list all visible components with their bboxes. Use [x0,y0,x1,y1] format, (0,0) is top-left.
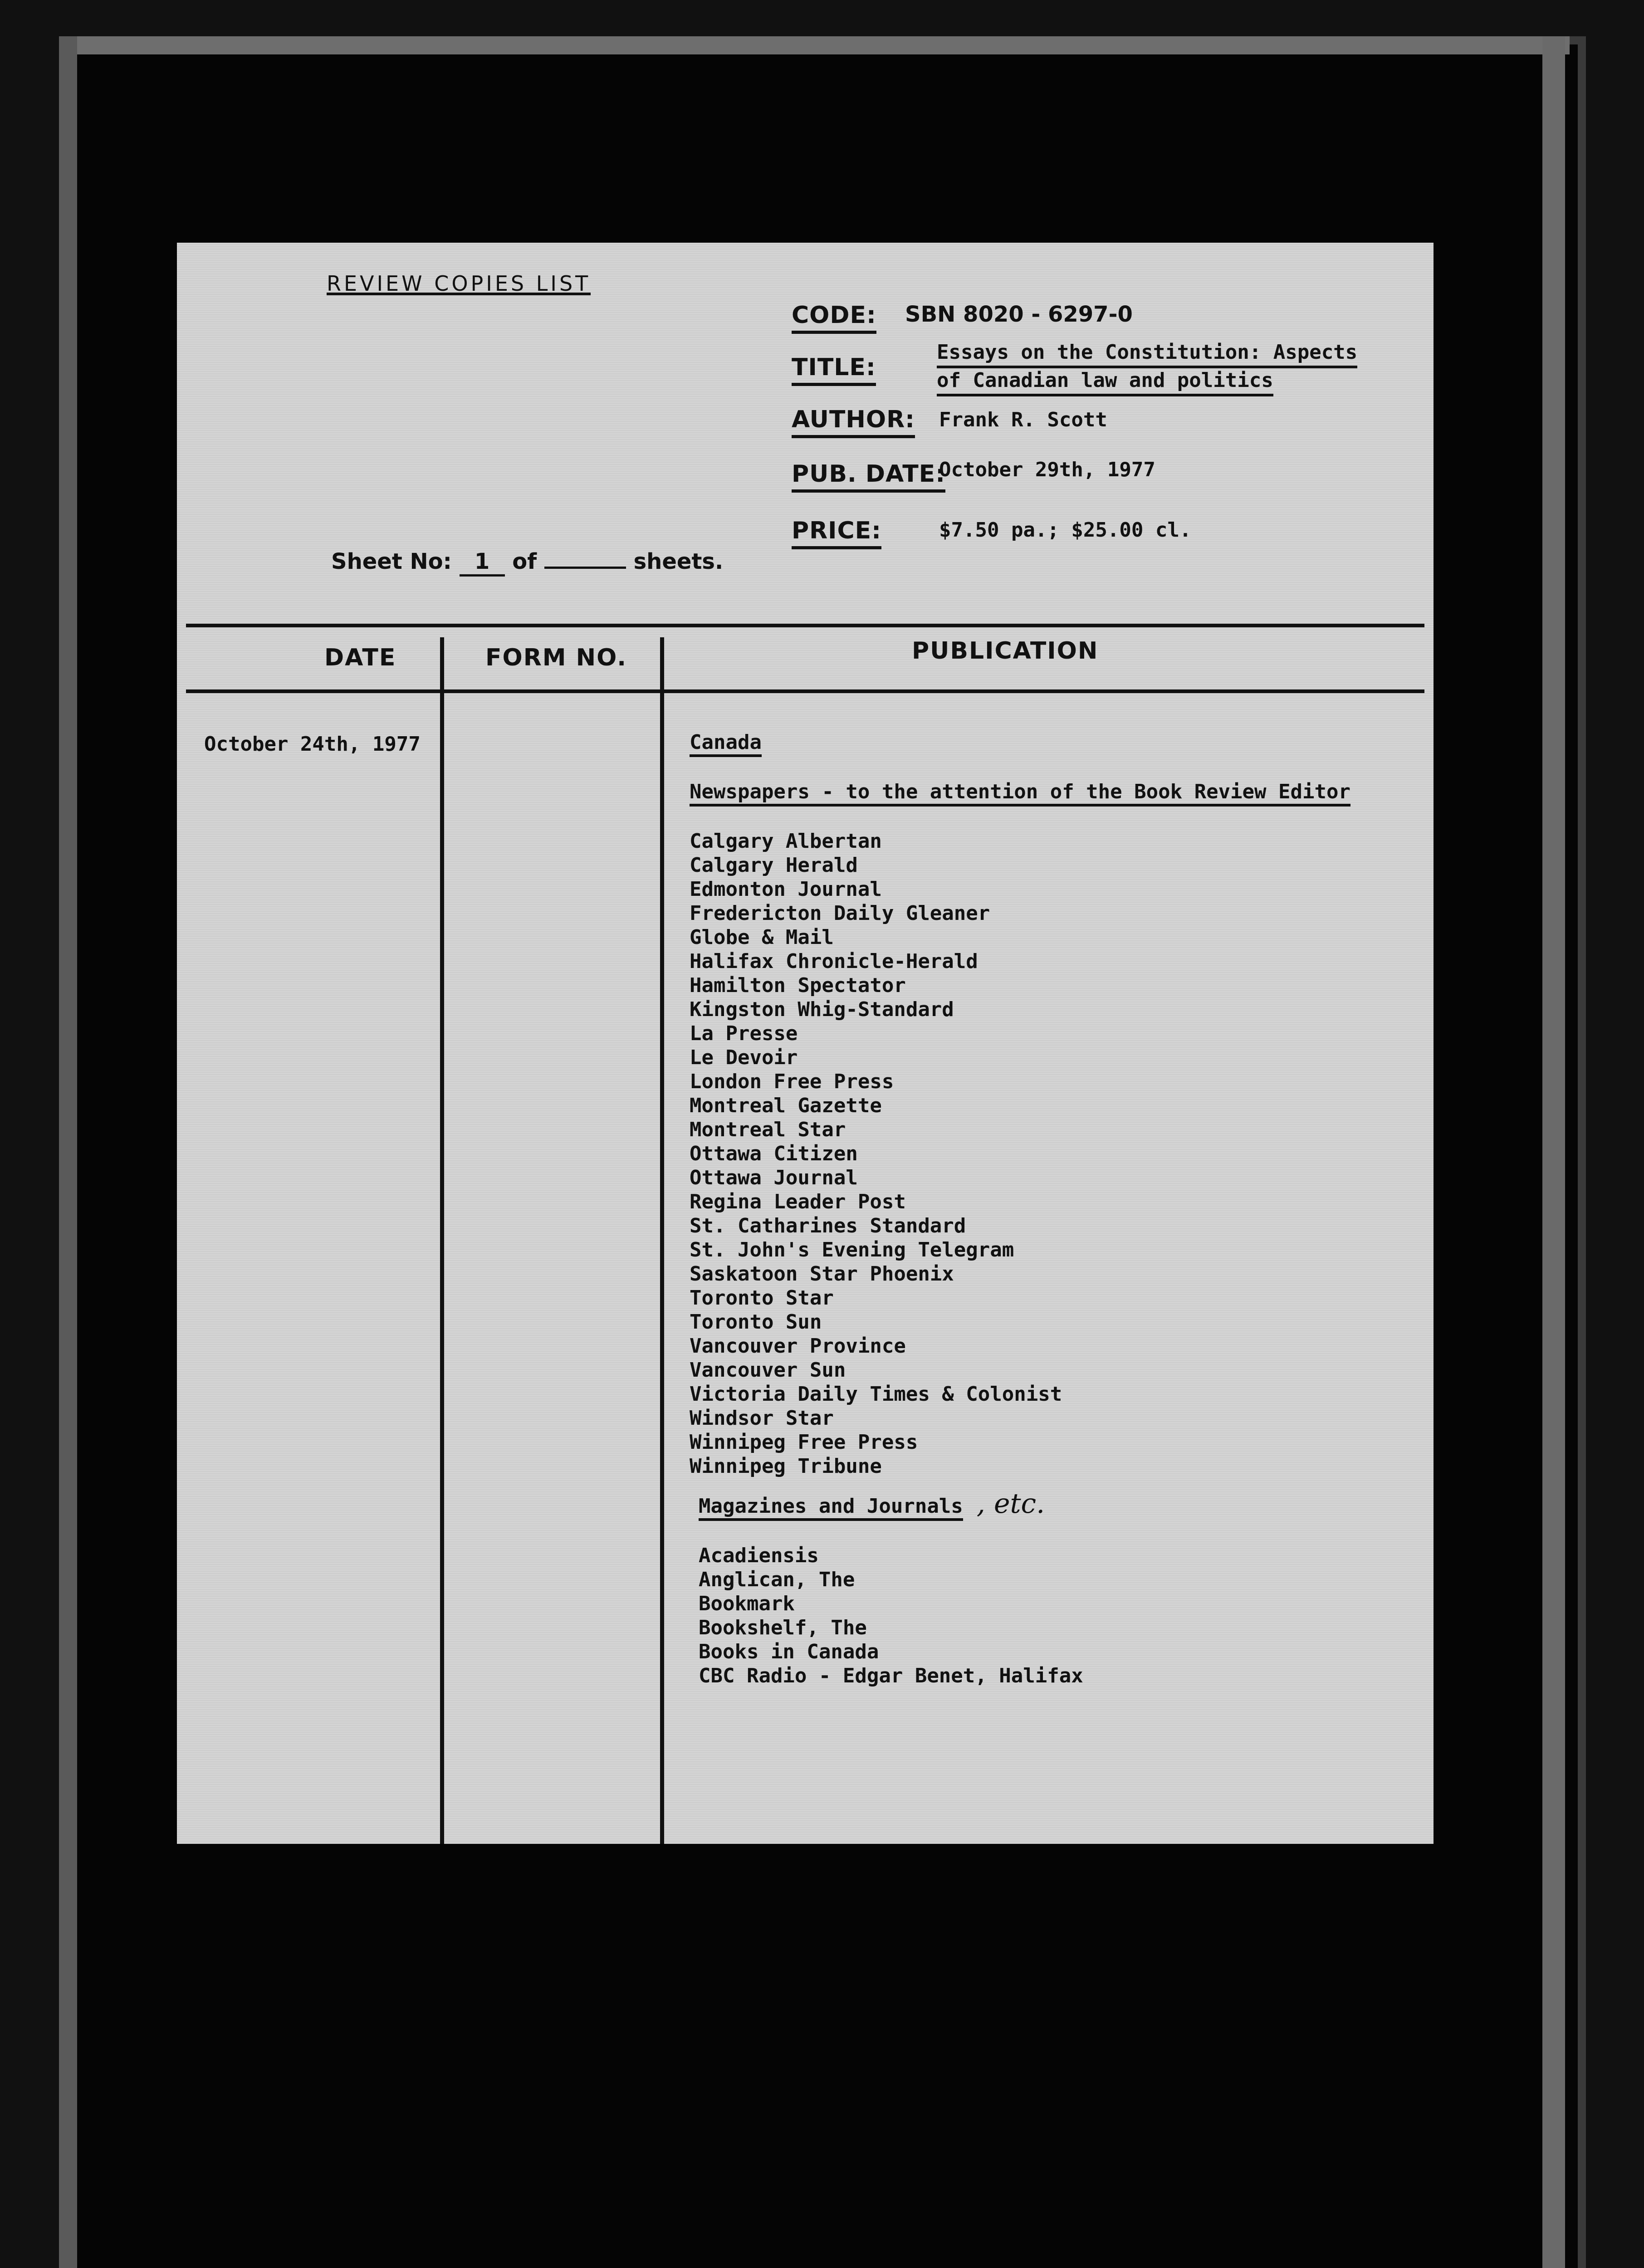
price-label: PRICE: [792,517,881,549]
entry-date: October 24th, 1977 [204,733,421,756]
pub-date-label: PUB. DATE: [792,460,945,493]
author-value: Frank R. Scott [939,408,1107,431]
column-divider-1 [440,637,444,1844]
newspaper-item: La Presse [690,1022,798,1045]
newspaper-item: Calgary Herald [690,854,858,877]
newspaper-item: Halifax Chronicle-Herald [690,950,978,973]
newspaper-list [690,829,1415,1478]
newspaper-item: Winnipeg Free Press [690,1431,918,1454]
publication-list [690,730,1415,1688]
sheet-no-label: Sheet No: [331,549,452,574]
newspaper-item: Windsor Star [690,1407,834,1430]
total-sheets-blank [544,567,626,569]
review-copies-sheet [177,243,1434,1844]
table-top-rule [186,624,1424,627]
newspaper-item: Winnipeg Tribune [690,1455,882,1478]
list-title: REVIEW COPIES LIST [327,274,591,295]
table-header-rule [186,689,1424,693]
pub-date-value: October 29th, 1977 [939,458,1155,481]
sheets-label: sheets. [633,549,724,574]
column-header-form-no: FORM NO. [485,644,627,671]
newspaper-item: Vancouver Sun [690,1359,846,1382]
title-value [937,340,1357,396]
magazines-heading: Magazines and Journals [699,1494,963,1521]
title-line-2: of Canadian law and politics [937,368,1273,396]
country-heading: Canada [690,730,762,757]
sheet-no-value: 1 [460,549,505,577]
newspaper-item: London Free Press [690,1070,894,1093]
newspaper-item: Saskatoon Star Phoenix [690,1262,954,1286]
newspaper-item: Montreal Star [690,1118,846,1141]
title-line-1: Essays on the Constitution: Aspects [937,340,1357,368]
newspaper-item: St. Catharines Standard [690,1214,966,1237]
newspaper-item: Toronto Star [690,1286,834,1310]
column-header-publication: PUBLICATION [912,637,1099,665]
newspaper-item: Ottawa Journal [690,1166,858,1189]
newspaper-item: Ottawa Citizen [690,1142,858,1165]
code-label: CODE: [792,302,876,334]
newspaper-item: Kingston Whig-Standard [690,998,954,1021]
magazine-item: Acadiensis [699,1544,819,1567]
newspaper-item: Vancouver Province [690,1334,906,1358]
newspaper-item: St. John's Evening Telegram [690,1238,1014,1261]
newspaper-item: Victoria Daily Times & Colonist [690,1383,1062,1406]
newspaper-item: Globe & Mail [690,926,834,949]
newspaper-item: Hamilton Spectator [690,974,906,997]
of-label: of [512,549,537,574]
frame-top-edge [59,36,1570,54]
code-value: SBN 8020 - 6297-0 [905,302,1133,327]
column-header-date: DATE [324,644,396,671]
sheet-number [331,549,723,577]
newspaper-item: Fredericton Daily Gleaner [690,902,990,925]
column-divider-2 [660,637,664,1844]
newspaper-item: Toronto Sun [690,1310,822,1334]
magazine-item: Anglican, The [699,1568,855,1591]
newspaper-item: Regina Leader Post [690,1190,906,1213]
newspaper-item: Calgary Albertan [690,830,882,853]
newspaper-item: Edmonton Journal [690,878,882,901]
magazine-item: Bookmark [699,1592,795,1615]
title-label: TITLE: [792,354,876,386]
magazine-item: Bookshelf, The [699,1616,867,1639]
newspaper-item: Montreal Gazette [690,1094,882,1117]
magazines-etc-note: , etc. [976,1488,1045,1520]
author-label: AUTHOR: [792,406,915,438]
magazine-item: CBC Radio - Edgar Benet, Halifax [699,1664,1083,1687]
price-value: $7.50 pa.; $25.00 cl. [939,518,1192,542]
frame-right-edge [1542,36,1565,2268]
frame-left-edge [59,36,77,2268]
magazine-item: Books in Canada [699,1640,879,1663]
newspaper-item: Le Devoir [690,1046,798,1069]
newspapers-heading: Newspapers - to the attention of the Book Review Editor [690,780,1350,807]
magazine-list [699,1544,1415,1688]
